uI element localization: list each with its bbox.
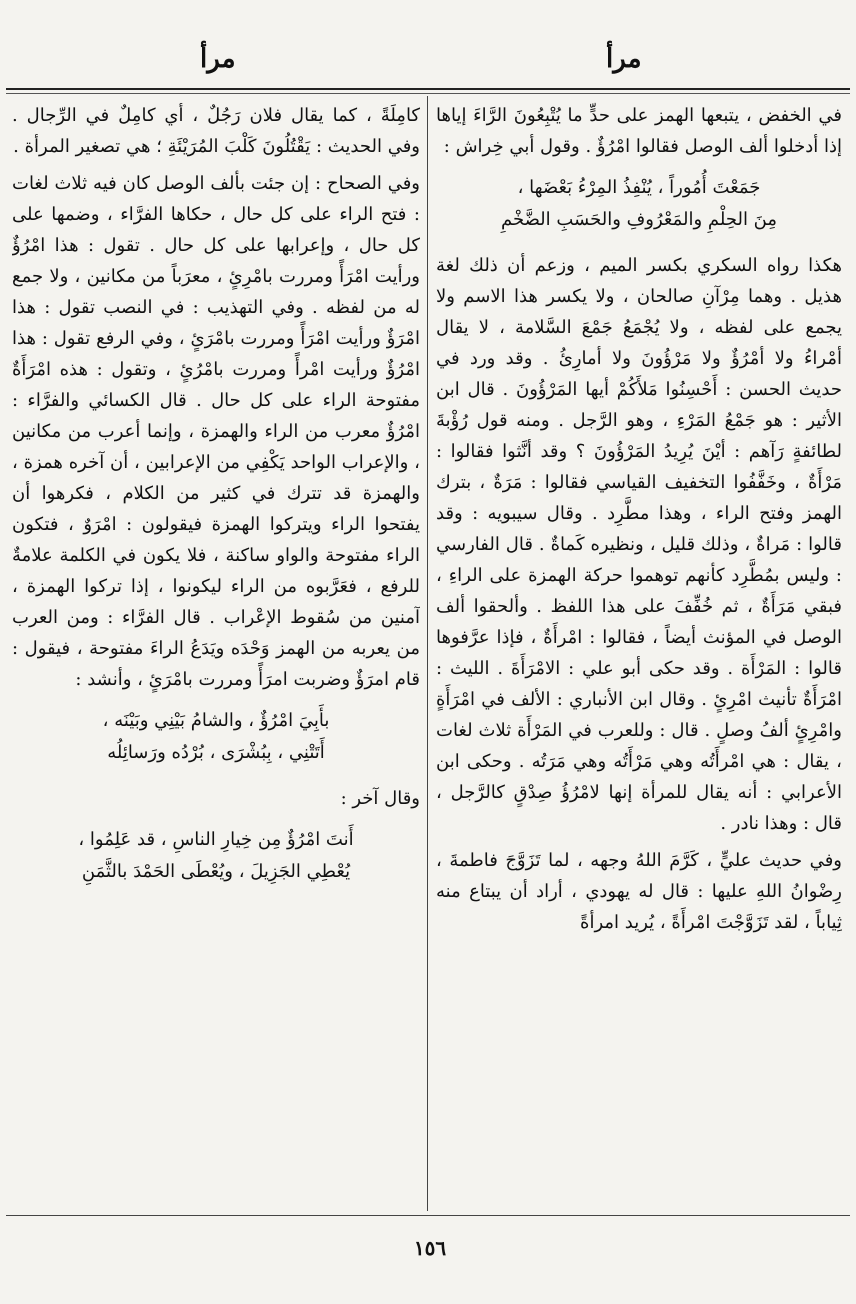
header-rule-thin (6, 93, 850, 94)
verse-line: يُعْطِي الجَزِيلَ ، ويُعْطَى الحَمْدَ بالثَّمَنِ (81, 861, 351, 882)
verse (436, 172, 842, 236)
left-column (12, 100, 420, 1208)
right-column (436, 100, 842, 1208)
paragraph: وقال آخر : (340, 788, 420, 809)
header-rule (6, 88, 850, 90)
paragraph: كامِلَةً ، كما يقال فلان رَجُلٌ ، أي كامِلٌ في الرِّجال . وفي الحديث : يَقْتُلُونَ كَلْبَ المُرَيْئَةِ ؛ هي تصغير المرأة . (12, 105, 420, 157)
paragraph: وفي حديث عليٍّ ، كَرَّمَ اللهُ وجهه ، لما تَزَوَّجَ فاطمةَ ، رِضْوانُ اللهِ عليها : قال له يهودي ، أراد أن يبتاع منه ثِياباً ، لقد تَزَوَّجْتَ امْرأَةً ، يُريد امرأةً (436, 850, 842, 933)
footer-rule (6, 1215, 850, 1216)
paragraph: في الخفض ، يتبعها الهمز على حدٍّ ما يُتْبِعُونَ الرَّاءَ إياها إذا أدخلوا ألف الوصل فقالوا امْرُؤٌ . وقول أبي خِراش : (436, 105, 842, 157)
verse-line: جَمَعْتَ أُمُوراً ، يُنْفِذُ المِرْءُ بَعْضَها ، (517, 177, 761, 198)
header-entry-word-left: مرأ (200, 44, 236, 74)
verse-line: بأَبِيَ امْرُؤٌ ، والشامُ بَيْنِي وبَيْنَه ، (102, 710, 330, 731)
verse-line: مِنَ الحِلْمِ والمَعْرُوفِ والحَسَبِ الضَّخْمِ (500, 209, 778, 230)
verse (12, 705, 420, 769)
verse (12, 824, 420, 888)
page-number: ١٥٦ (413, 1236, 447, 1260)
verse-line: أَنتَ امْرُؤٌ مِن خِيارِ الناسِ ، قد عَلِمُوا ، (78, 829, 354, 850)
column-divider (427, 96, 428, 1211)
header-entry-word-right: مرأ (606, 44, 642, 74)
paragraph: هكذا رواه السكري بكسر الميم ، وزعم أن ذلك لغة هذيل . وهما مِرْآنِ صالحان ، ولا يكسر هذا الاسم ولا يجمع على لفظه ، ولا يُجْمَعُ جَمْعَ السَّلامة ، لا يقال أمْراءُ ولا أمْرُؤٌ ولا مَرْؤُونَ ولا أمارِئُ . وقد ورد في حديث الحسن : أَحْسِنُوا مَلأَكُمْ أيها المَرْؤُونَ . قال ابن الأثير : هو جَمْعُ المَرْءِ ، وهو الرَّجل . ومنه قول رُؤْبةَ لطائفةٍ رَآهم : أيْنَ يُرِيدُ المَرْؤُونَ ؟ وقد أنَّثوا فقالوا : مَرْأَةٌ ، وخَفَّفُوا التخفيف القياسي فقالوا : مَرَةٌ ، بترك الهمز وفتح الراء ، وهذا مطَّرِد . وقال سيبويه : وقد قالوا : مَراةٌ ، وذلك قليل ، ونظيره كَماةٌ . قال الفارسي : وليس بمُطَّرِد كأنهم توهموا حركة الهمزة على الراءِ ، فبقي مَرَأَةٌ ، ثم خُفِّفَ على هذا اللفظ . وألحقوا ألف الوصل في المؤنث أيضاً ، فقالوا : امْرأَةٌ ، فإذا عرَّفوها قالوا : المَرْأَة . وقد حكى أبو علي : الامْرَأَةَ . الليث : امْرَأَةٌ تأنيث امْرِئٍ . وقال ابن الأنباري : الألف في امْرَأَةٍ وامْرِئٍ ألفُ وصلٍ . قال : وللعرب في المَرْأَة ثلاث لغات ، يقال : هي امْرأَتُه وهي مَرْأَتُه وهي مَرَتُه . وحكى ابن الأعرابي : أنه يقال للمرأة إنها لامْرُؤُ صِدْقٍ كالرَّجل ، قال : وهذا نادر . (436, 255, 842, 834)
paragraph: وفي الصحاح : إن جئت بألف الوصل كان فيه ثلاث لغات : فتح الراء على كل حال ، حكاها الفرَّاء ، وضمها على كل حال ، وإعرابها على كل حال . تقول : هذا امْرُؤٌ ورأيت امْرَأً ومررت بامْرِئٍ ، معرَباً من مكانين ، ولا جمع له من لفظه . وفي التهذيب : في النصب تقول : هذا امْرَؤٌ ورأيت امْرَأً ومررت بامْرَئٍ ، وفي الرفع تقول : هذا امْرُؤٌ ورأيت امْرأً ومررت بامْرُئٍ ، وتقول : هذه امْرَأَةٌ مفتوحة الراء على كل حال . قال الكسائي والفرَّاء : امْرُؤٌ معرب من الراء والهمزة ، وإنما أعرب من مكانين ، والإعراب الواحد يَكْفِي من الإعرابين ، أن آخره همزة ، والهمزة قد تترك في كثير من الكلام ، فكرهوا أن يفتحوا الراء ويتركوا الهمزة فيقولون : امْرَوٌ ، فتكون الراء مفتوحة والواو ساكنة ، فلا يكون في الكلمة علامةٌ للرفع ، فعَرَّبوه من الراء ليكونوا ، إذا تركوا الهمزة ، آمنين من سُقوط الإعْراب . قال الفرَّاء : ومن العرب من يعربه من الهمز وَحْدَه ويَدَعُ الراءَ مفتوحة ، فيقول : قام امرَؤٌ وضربت امرَأً ومررت بامْرَئٍ ، وأنشد : (12, 173, 420, 690)
verse-line: أَتَتْنِي ، بِبُشْرَى ، بُرْدُه ورَسائِلُه (107, 742, 325, 763)
